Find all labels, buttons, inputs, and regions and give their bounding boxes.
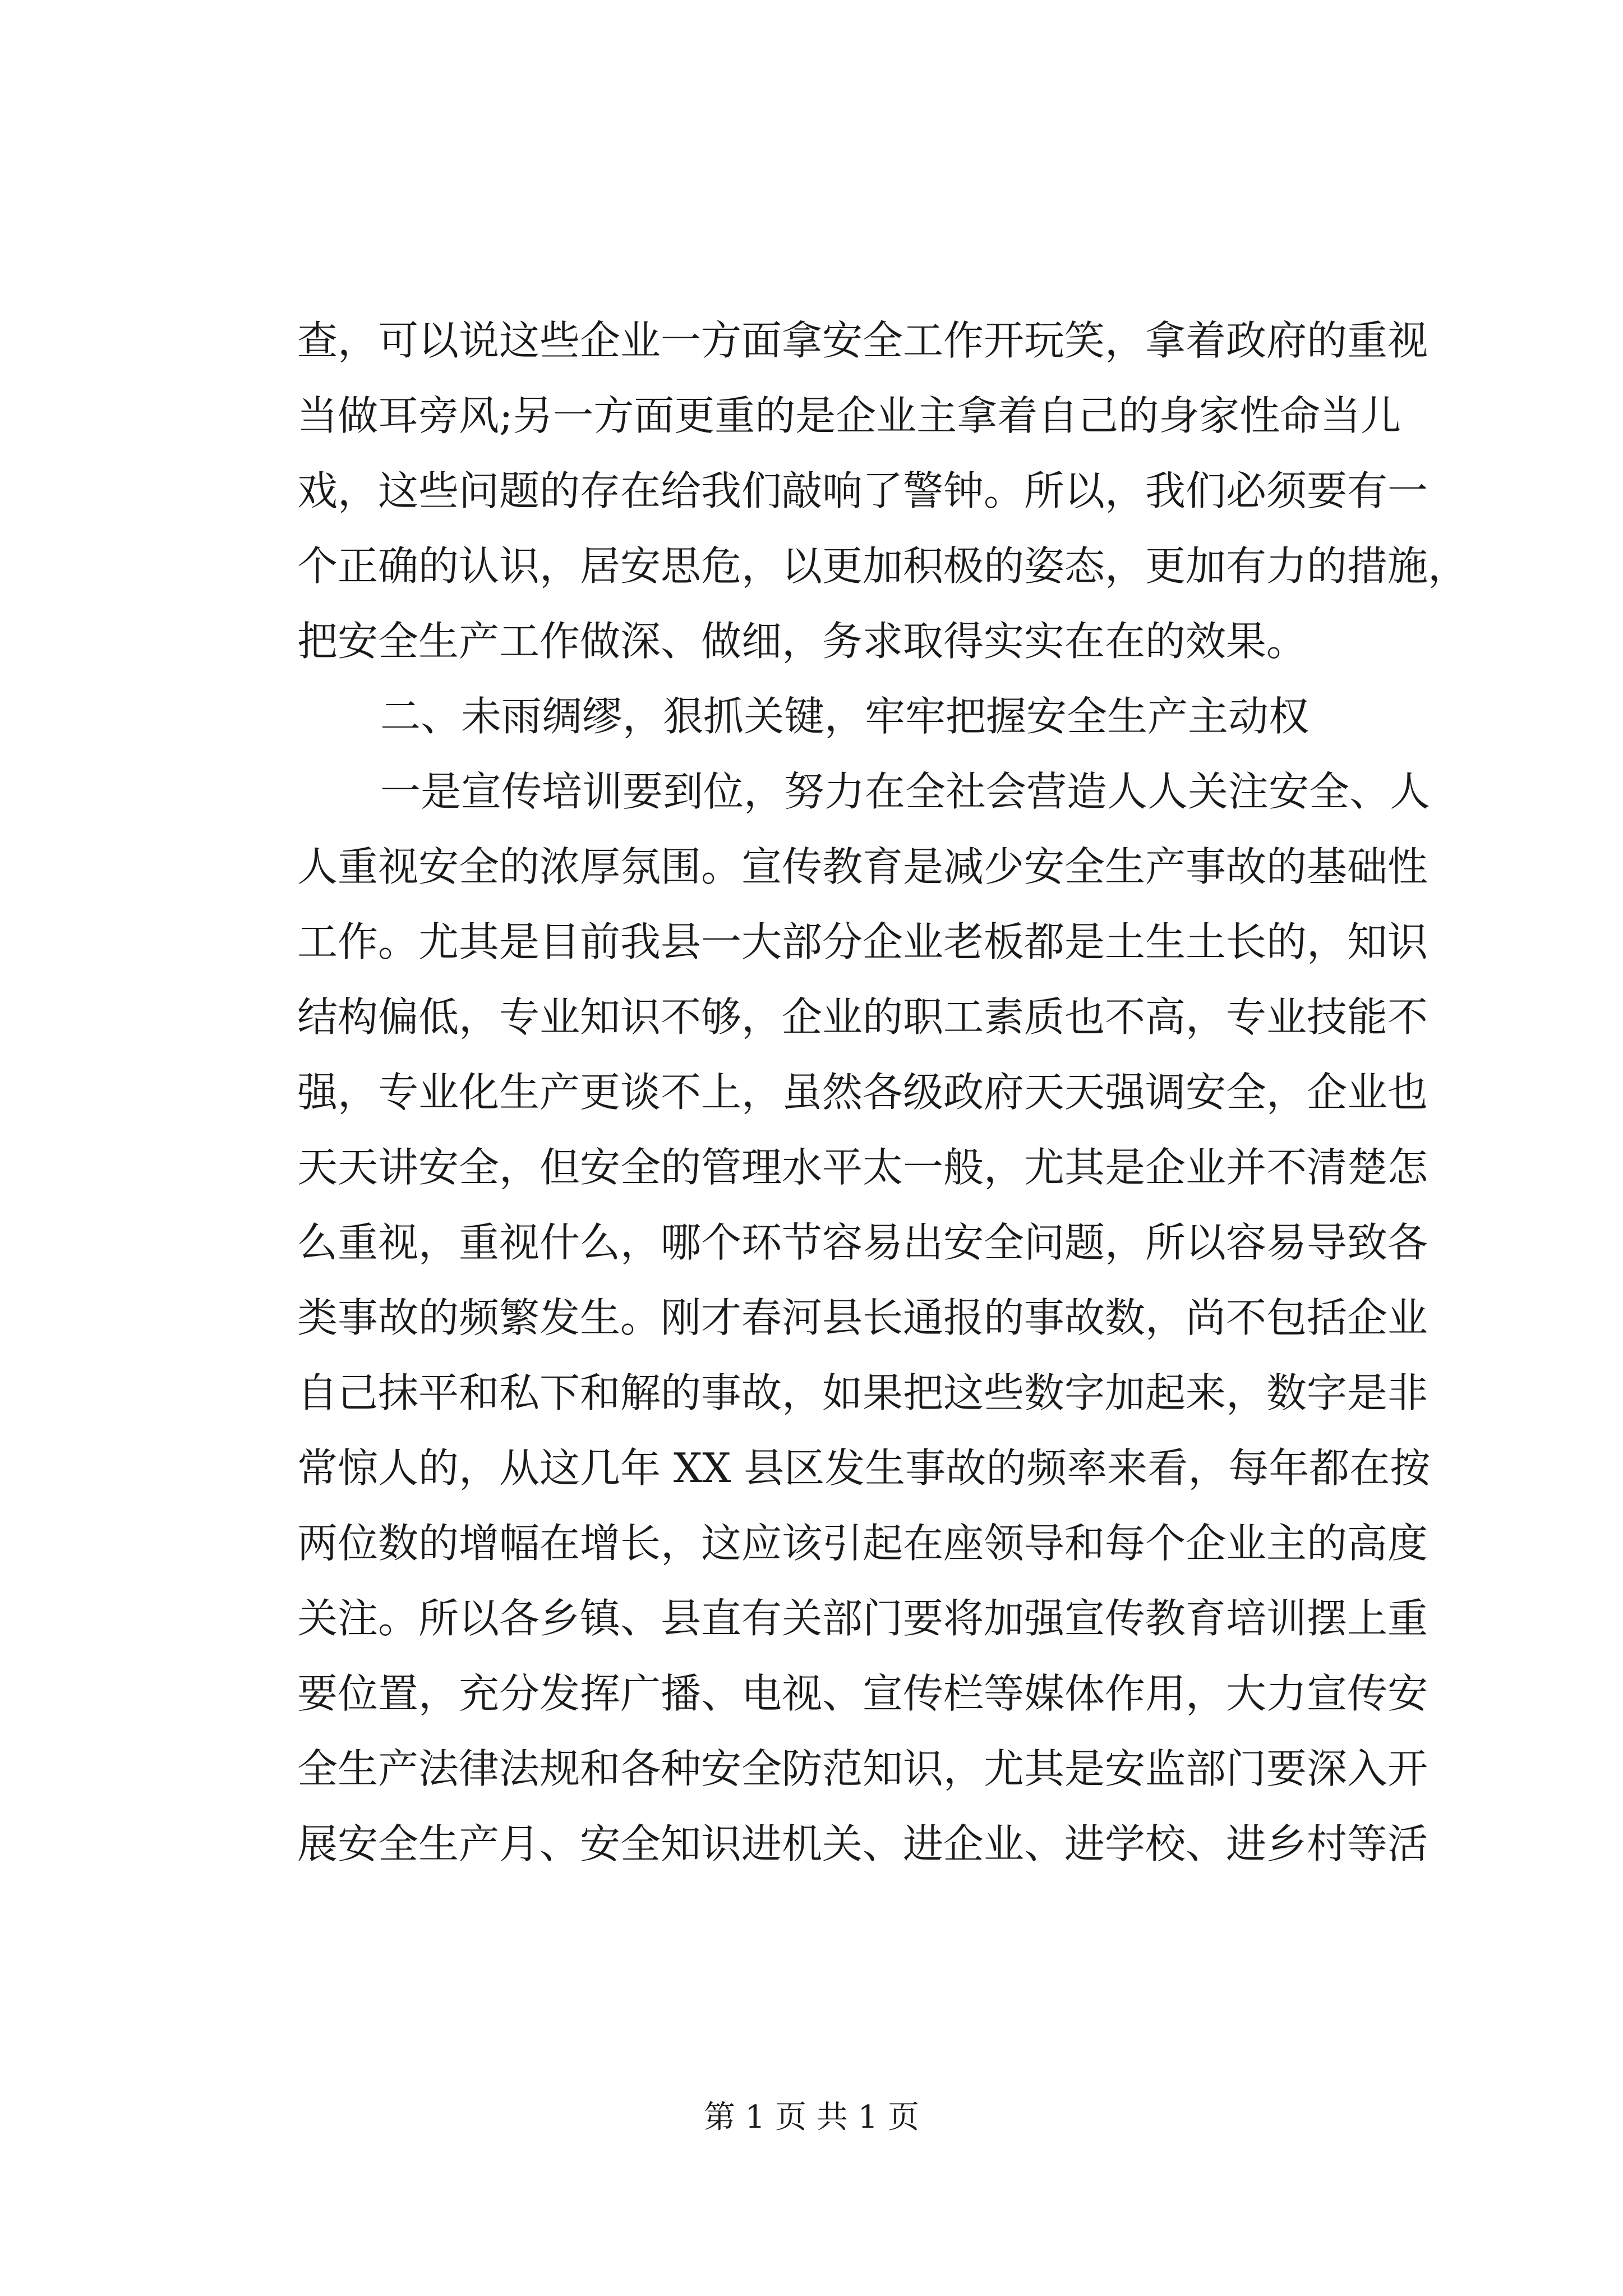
body-text: [297, 303, 1469, 1881]
text-line: 人重视安全的浓厚氛围。宣传教育是减少安全生产事故的基础性: [297, 843, 1428, 890]
text-line: 强，专业化生产更谈不上，虽然各级政府天天强调安全，企业也: [297, 1069, 1428, 1116]
text-line: 工作。尤其是目前我县一大部分企业老板都是土生土长的，知识: [297, 918, 1428, 965]
text-line: 个正确的认识，居安思危，以更加积极的姿态，更加有力的措施，: [297, 542, 1469, 590]
page-footer: [0, 2095, 1623, 2140]
text-line: 当做耳旁风;另一方面更重的是企业主拿着自己的身家性命当儿: [297, 392, 1401, 439]
text-line: 两位数的增幅在增长，这应该引起在座领导和每个企业主的高度: [297, 1520, 1428, 1567]
text-line: 查，可以说这些企业一方面拿安全工作开玩笑，拿着政府的重视: [297, 317, 1428, 364]
text-line: 类事故的频繁发生。刚才春河县长通报的事故数，尚不包括企业: [297, 1294, 1428, 1341]
text-line: 一是宣传培训要到位，努力在全社会营造人人关注安全、人: [380, 768, 1431, 815]
text-line: 展安全生产月、安全知识进机关、进企业、进学校、进乡村等活: [297, 1820, 1428, 1867]
text-line: 常惊人的，从这几年 XX 县区发生事故的频率来看，每年都在按: [297, 1444, 1431, 1492]
text-line: 把安全生产工作做深、做细，务求取得实实在在的效果。: [297, 618, 1307, 665]
text-line: 么重视，重视什么，哪个环节容易出安全问题，所以容易导致各: [297, 1219, 1428, 1266]
text-line: 自己抹平和私下和解的事故，如果把这些数字加起来，数字是非: [297, 1369, 1428, 1416]
page-number-label: 第 1 页 共 1 页: [703, 2099, 920, 2136]
text-line: 戏，这些问题的存在给我们敲响了警钟。所以，我们必须要有一: [297, 467, 1428, 514]
text-line: 关注。所以各乡镇、县直有关部门要将加强宣传教育培训摆上重: [297, 1595, 1428, 1642]
text-line: 天天讲安全，但安全的管理水平太一般，尤其是企业并不清楚怎: [297, 1144, 1428, 1191]
section-heading: 二、未雨绸缪，狠抓关键，牢牢把握安全生产主动权: [380, 693, 1310, 740]
text-line: 全生产法律法规和各种安全防范知识，尤其是安监部门要深入开: [297, 1745, 1428, 1792]
text-line: 要位置，充分发挥广播、电视、宣传栏等媒体作用，大力宣传安: [297, 1670, 1428, 1717]
text-line: 结构偏低，专业知识不够，企业的职工素质也不高，专业技能不: [297, 993, 1428, 1041]
